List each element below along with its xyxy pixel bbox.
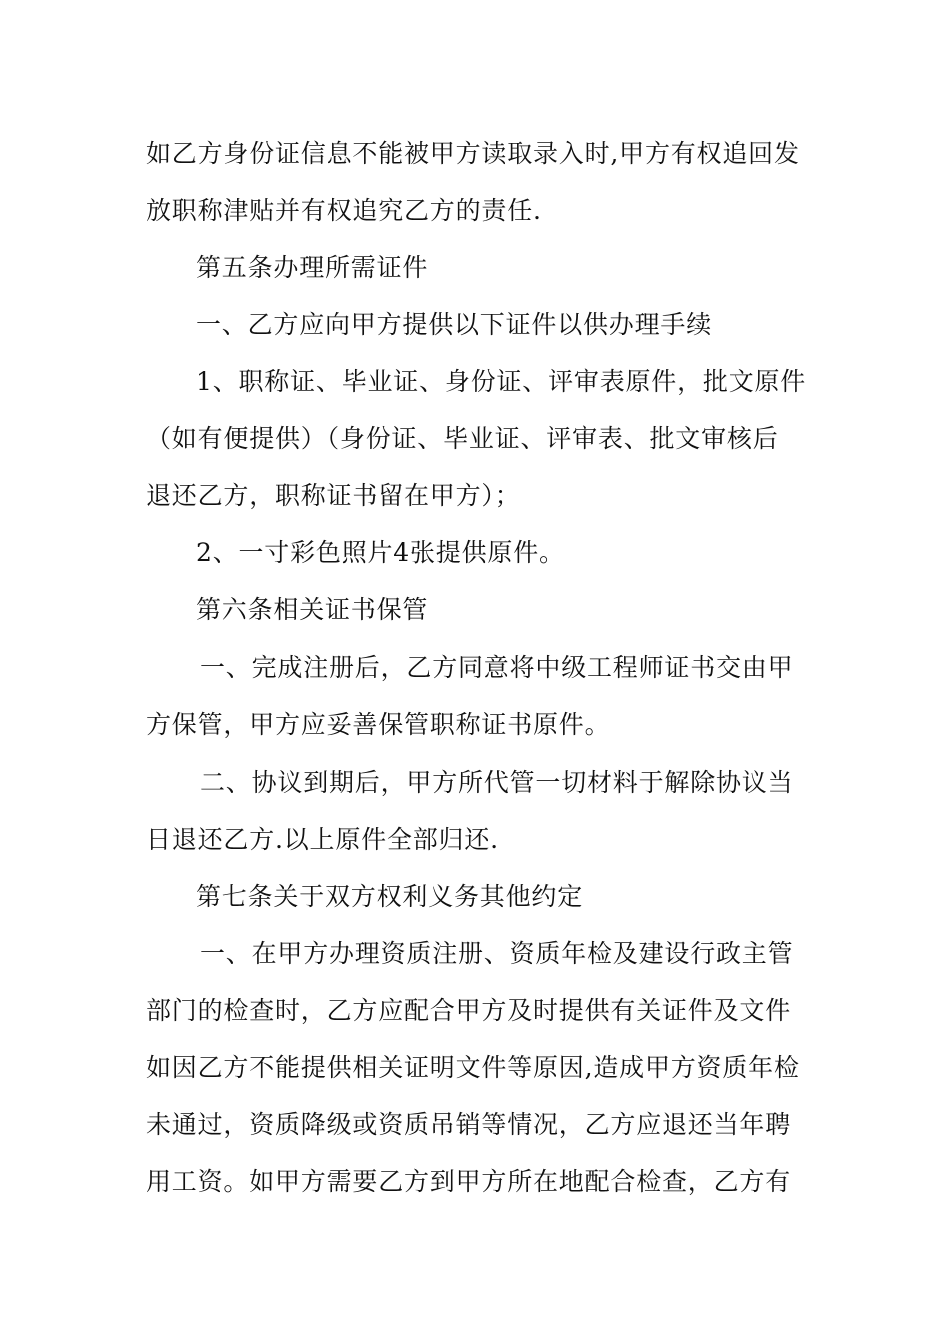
section-heading: 第五条办理所需证件 [196, 253, 429, 282]
text-line: 部门的检查时，乙方应配合甲方及时提供有关证件及文件 [146, 996, 792, 1025]
text-line: 如因乙方不能提供相关证明文件等原因,造成甲方资质年检 [146, 1053, 800, 1082]
text-line: 方保管，甲方应妥善保管职称证书原件。 [146, 710, 611, 739]
text-line: 一、完成注册后，乙方同意将中级工程师证书交由甲 [200, 653, 794, 682]
section-heading: 第六条相关证书保管 [196, 595, 429, 624]
text-line: 1、职称证、毕业证、身份证、评审表原件，批文原件 [196, 367, 807, 396]
text-line: 退还乙方，职称证书留在甲方）； [146, 481, 521, 510]
text-line: 放职称津贴并有权追究乙方的责任. [146, 196, 542, 225]
text-line: 一、乙方应向甲方提供以下证件以供办理手续 [196, 310, 713, 339]
text-line: 如乙方身份证信息不能被甲方读取录入时,甲方有权追回发 [146, 139, 800, 168]
text-line: 未通过，资质降级或资质吊销等情况，乙方应退还当年聘 [146, 1110, 792, 1139]
section-heading: 第七条关于双方权利义务其他约定 [196, 882, 584, 911]
text-line: （如有便提供）（身份证、毕业证、评审表、批文审核后 [146, 424, 779, 453]
text-line: 日退还乙方.以上原件全部归还. [146, 825, 499, 854]
text-line: 一、在甲方办理资质注册、资质年检及建设行政主管 [200, 939, 794, 968]
text-line: 二、协议到期后，甲方所代管一切材料于解除协议当 [200, 768, 794, 797]
text-line: 用工资。如甲方需要乙方到甲方所在地配合检查，乙方有 [146, 1167, 792, 1196]
text-line: 2、一寸彩色照片4张提供原件。 [196, 538, 565, 567]
